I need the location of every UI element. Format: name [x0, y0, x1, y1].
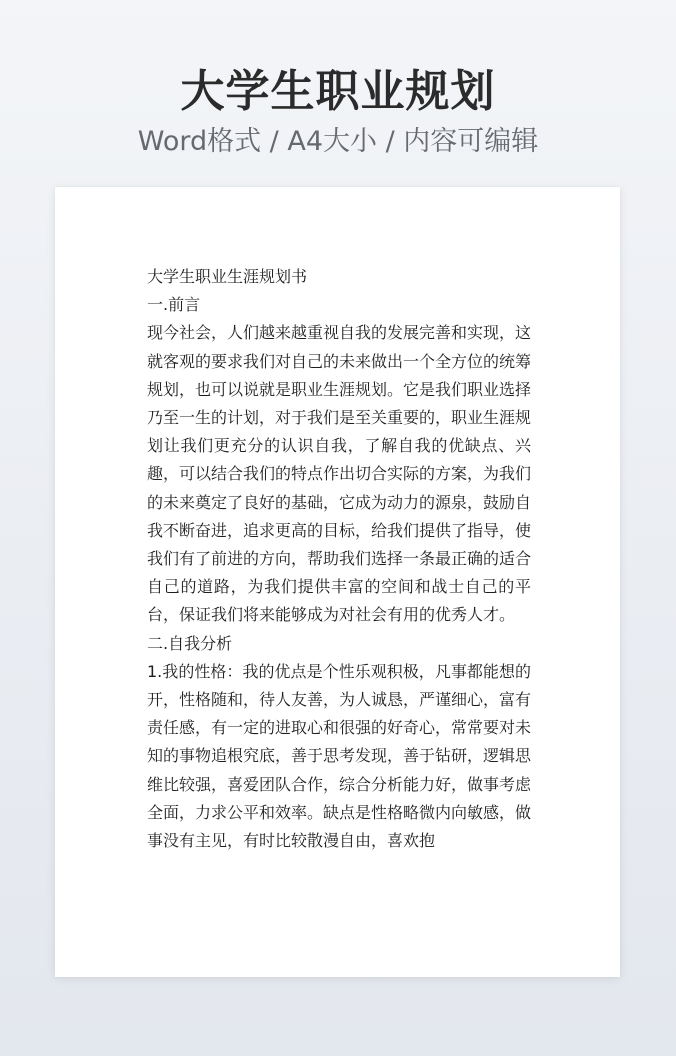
section-heading-self-analysis: 二.自我分析: [147, 633, 233, 653]
document-title: 大学生职业生涯规划书: [147, 267, 308, 286]
page-header: [0, 62, 676, 162]
document-page: [55, 187, 620, 977]
section-heading-preface: 一.前言: [147, 295, 201, 315]
section-paragraph-preface: 现今社会，人们越来越重视自我的发展完善和实现，这就客观的要求我们对自己的未来做出一个全方位的统筹规划，也可以说就是职业生涯规划。它是我们职业选择乃至一生的计划，对于我们是至关重要的，职业生涯规划让我们更充分的认识自我，了解自我的优缺点、兴趣，可以结合我们的特点作出切合实际的方案，为我们的未来奠定了良好的基础，它成为动力的源泉，鼓励自我不断奋进，追求更高的目标，给我们提供了指导，使我们有了前进的方向，帮助我们选择一条最正确的适合自己的道路，为我们提供丰富的空间和战士自己的平台，保证我们将来能够成为对社会有用的优秀人才。: [147, 323, 532, 625]
document-body: [147, 263, 531, 855]
subtitle: Word格式 / A4大小 / 内容可编辑: [137, 126, 539, 157]
main-title: 大学生职业规划: [180, 66, 496, 117]
section-paragraph-self-analysis: 1.我的性格：我的优点是个性乐观积极，凡事都能想的开，性格随和，待人友善，为人诚恳，严谨细心，富有责任感，有一定的进取心和很强的好奇心，常常要对未知的事物追根究底，善于思考发现，善于钻研，逻辑思维比较强，喜爱团队合作，综合分析能力好，做事考虑全面，力求公平和效率。缺点是性格略微内向敏感，做事没有主见，有时比较散漫自由，喜欢抱: [147, 661, 532, 851]
